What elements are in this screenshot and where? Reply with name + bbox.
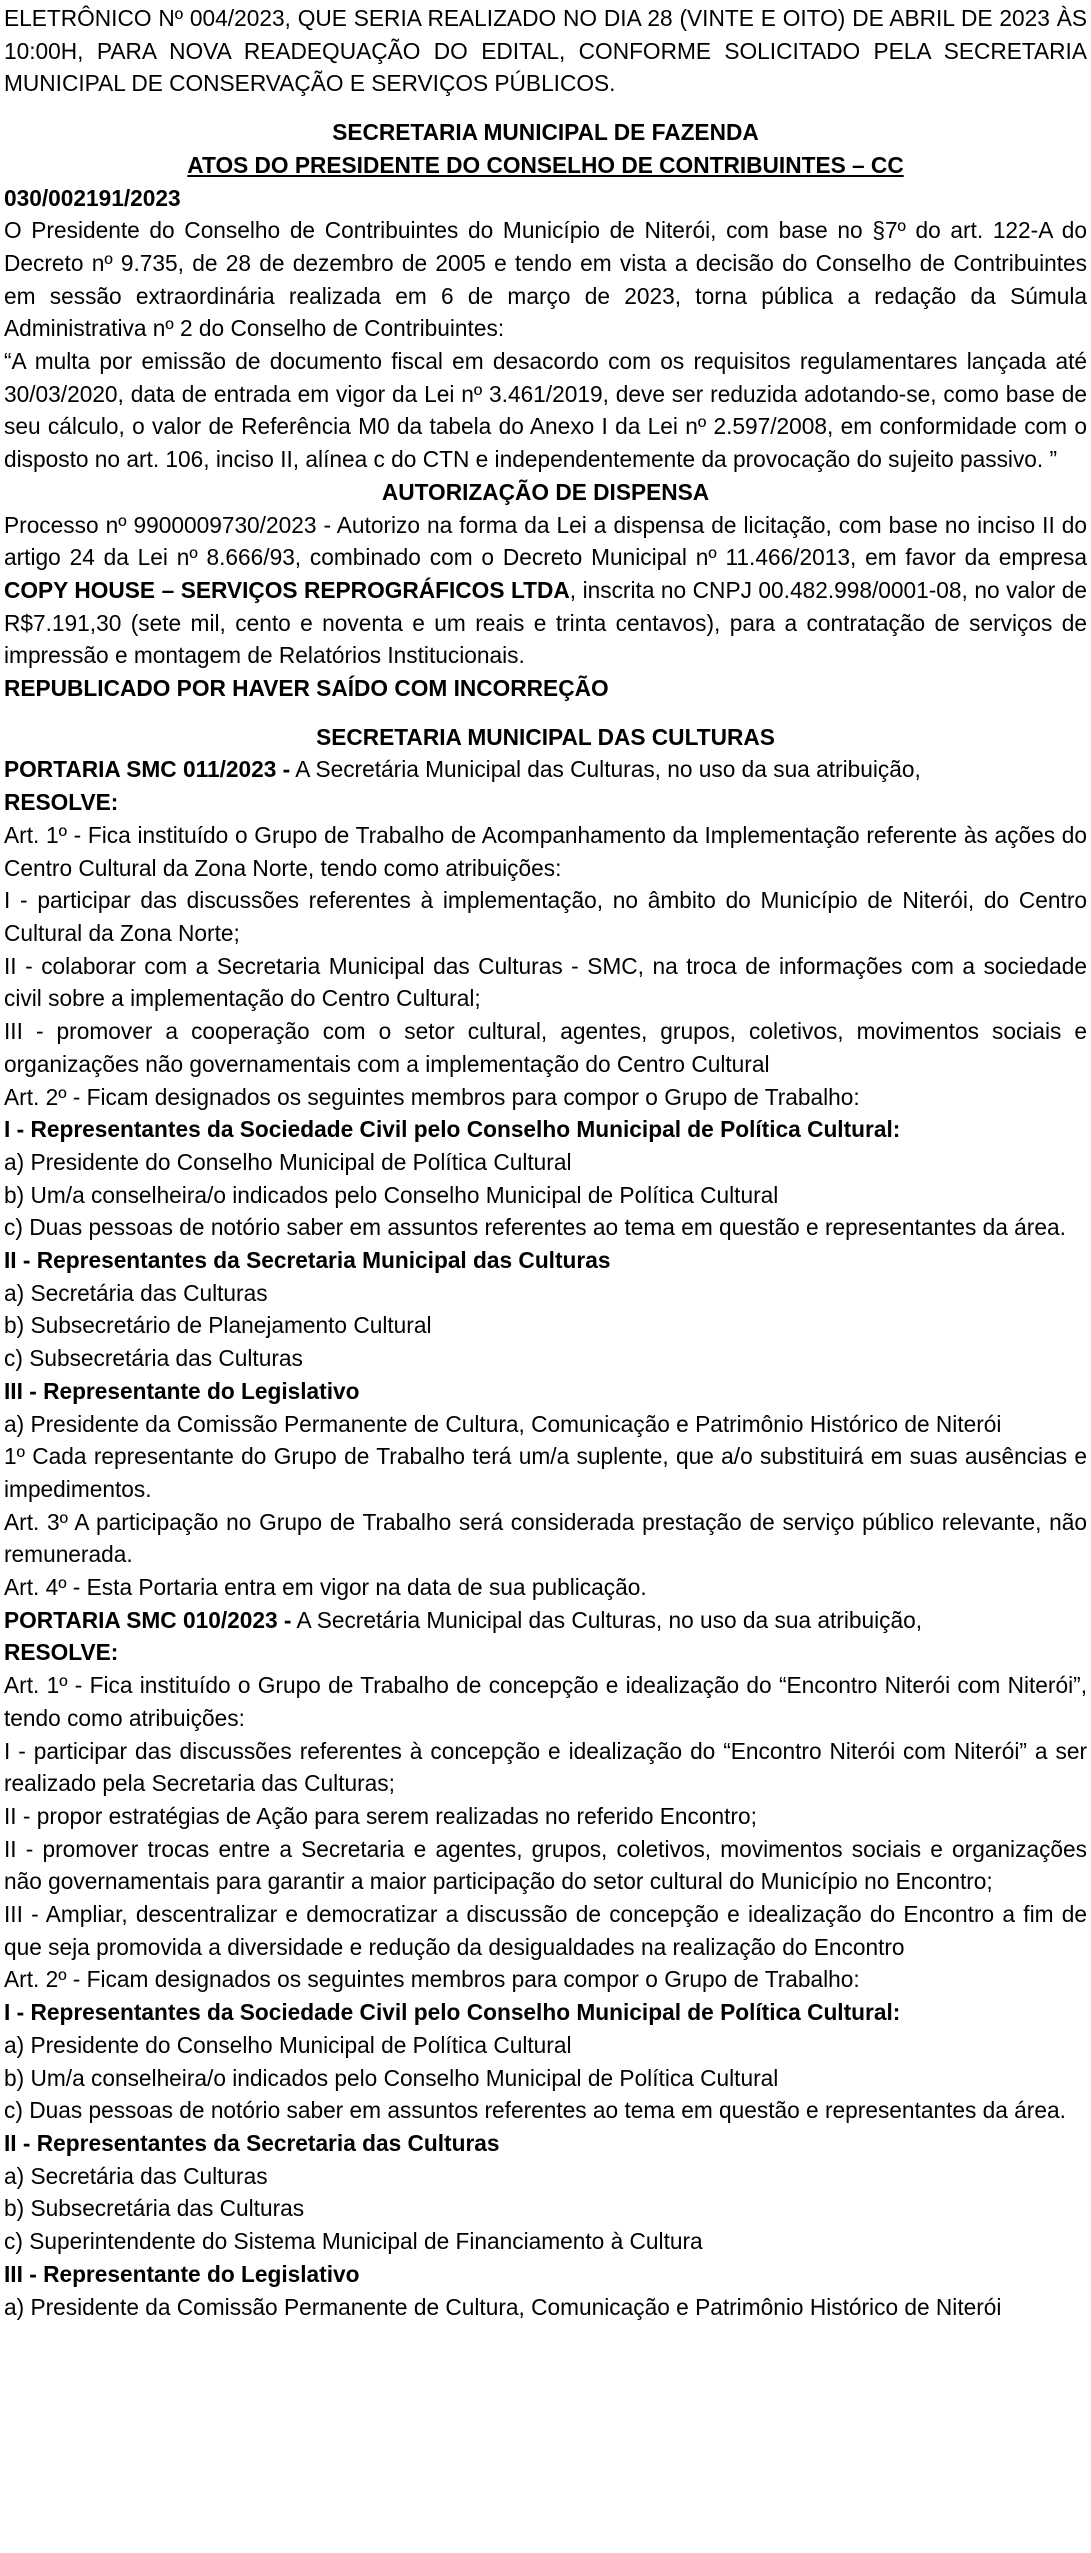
portaria-011-intro (4, 753, 1087, 786)
portaria-011-group3-a: a) Presidente da Comissão Permanente de Cultura, Comunicação e Patrimônio Histórico de Niterói (4, 1410, 1002, 1437)
portaria-011-group2-a: a) Secretária das Culturas (4, 1279, 268, 1306)
portaria-011-paragraph-1: 1º Cada representante do Grupo de Trabalho terá um/a suplente, que a/o substituirá em suas ausências e impedimentos. (4, 1443, 1087, 1502)
dispensa-heading: AUTORIZAÇÃO DE DISPENSA (381, 478, 710, 505)
portaria-010-group1-c: c) Duas pessoas de notório saber em assuntos referentes ao tema em questão e representantes da área. (4, 2097, 1066, 2124)
portaria-010-group2-c: c) Superintendente do Sistema Municipal de Financiamento à Cultura (4, 2228, 703, 2255)
conselho-body-paragraph: O Presidente do Conselho de Contribuintes do Município de Niterói, com base no §7º do art. 122-A do Decreto nº 9.735, de 28 de dezembro de 2005 e tendo em vista a decisão do Conselho de Contribuintes em sessão extraordinária realizada em 6 de março de 2023, torna pública a redação da Súmula Administrativa nº 2 do Conselho de Contribuintes: (4, 217, 1087, 342)
portaria-011-group2-c: c) Subsecretária das Culturas (4, 1345, 303, 1372)
portaria-011-group2-b: b) Subsecretário de Planejamento Cultural (4, 1312, 432, 1339)
portaria-011-art2: Art. 2º - Ficam designados os seguintes membros para compor o Grupo de Trabalho: (4, 1083, 860, 1110)
portaria-010-intro-text: A Secretária Municipal das Culturas, no uso da sua atribuição, (291, 1606, 923, 1633)
dispensa-text-after: , inscrita no CNPJ 00.482.998/0001-08, no valor de R$7.191,30 (sete mil, cento e noventa e um reais e trinta centavos), para a contratação de serviços de impressão e montagem de Relatórios Institucionais. (4, 576, 1087, 669)
portaria-010-group2-title: II - Representantes da Secretaria das Culturas (4, 2130, 500, 2156)
portaria-010-art2: Art. 2º - Ficam designados os seguintes membros para compor o Grupo de Trabalho: (4, 1966, 860, 1993)
portaria-010-item-i: I - participar das discussões referentes à concepção e idealização do “Encontro Niterói com Niterói” a ser realizado pela Secretaria das Culturas; (4, 1737, 1087, 1797)
portaria-010-group1-a: a) Presidente do Conselho Municipal de Política Cultural (4, 2031, 572, 2058)
portaria-010-group3-title: III - Representante do Legislativo (4, 2260, 360, 2287)
section-gap (4, 705, 1087, 721)
section-heading-fazenda: SECRETARIA MUNICIPAL DE FAZENDA (332, 119, 759, 146)
portaria-011-art4: Art. 4º - Esta Portaria entra em vigor na data de sua publicação. (4, 1574, 647, 1601)
portaria-010-resolve: RESOLVE: (4, 1639, 119, 1666)
portaria-011-art1: Art. 1º - Fica instituído o Grupo de Trabalho de Acompanhamento da Implementação referente às ações do Centro Cultural da Zona Norte, tendo como atribuições: (4, 821, 1087, 881)
section-gap (4, 100, 1087, 116)
continuation-paragraph: ELETRÔNICO Nº 004/2023, QUE SERIA REALIZADO NO DIA 28 (VINTE E OITO) DE ABRIL DE 2023 ÀS 10:00H, PARA NOVA READEQUAÇÃO DO EDITAL, CONFORME SOLICITADO PELA SECRETARIA MUNICIPAL DE CONSERVAÇÃO E SERVIÇOS PÚBLICOS. (4, 5, 1087, 97)
portaria-011-group3-title: III - Representante do Legislativo (4, 1377, 360, 1404)
portaria-011-item-iii: III - promover a cooperação com o setor cultural, agentes, grupos, coletivos, movimentos sociais e organizações não governamentais com a implementação do Centro Cultural (4, 1018, 1087, 1077)
portaria-011-group2-title: II - Representantes da Secretaria Municipal das Culturas (4, 1247, 611, 1274)
portaria-011-group1-b: b) Um/a conselheira/o indicados pelo Conselho Municipal de Política Cultural (4, 1181, 779, 1208)
portaria-010-intro (4, 1604, 1087, 1637)
portaria-010-item-iii: III - Ampliar, descentralizar e democratizar a discussão de concepção e idealização do Encontro a fim de que seja promovida a diversidade e redução da desigualdades na realização do Encontro (4, 1901, 1087, 1960)
portaria-011-group1-title: I - Representantes da Sociedade Civil pelo Conselho Municipal de Política Cultural: (4, 1116, 901, 1143)
portaria-010-item-ii-b: II - promover trocas entre a Secretaria e agentes, grupos, coletivos, movimentos sociais e organizações não governamentais para garantir a maior participação do setor cultural do Município no Encontro; (4, 1835, 1087, 1895)
portaria-010-group1-title: I - Representantes da Sociedade Civil pelo Conselho Municipal de Política Cultural: (4, 1999, 901, 2026)
portaria-010-group3-a: a) Presidente da Comissão Permanente de Cultura, Comunicação e Patrimônio Histórico de Niterói (4, 2293, 1002, 2320)
portaria-011-art3: Art. 3º A participação no Grupo de Trabalho será considerada prestação de serviço público relevante, não remunerada. (4, 1508, 1087, 1568)
portaria-011-group1-a: a) Presidente do Conselho Municipal de Política Cultural (4, 1148, 572, 1175)
portaria-011-item-ii: II - colaborar com a Secretaria Municipal das Culturas - SMC, na troca de informações com a sociedade civil sobre a implementação do Centro Cultural; (4, 952, 1087, 1012)
portaria-011-resolve: RESOLVE: (4, 789, 119, 816)
section-subheading-conselho: ATOS DO PRESIDENTE DO CONSELHO DE CONTRIBUINTES – CC (187, 151, 904, 178)
portaria-011-number: PORTARIA SMC 011/2023 - (4, 756, 291, 783)
portaria-011-group1-c: c) Duas pessoas de notório saber em assuntos referentes ao tema em questão e representantes da área. (4, 1214, 1066, 1241)
dispensa-company-name: COPY HOUSE – SERVIÇOS REPROGRÁFICOS LTDA (4, 576, 570, 603)
portaria-011-intro-text: A Secretária Municipal das Culturas, no uso da sua atribuição, (290, 756, 921, 783)
portaria-010-number: PORTARIA SMC 010/2023 - (4, 1606, 292, 1633)
portaria-010-group2-b: b) Subsecretária das Culturas (4, 2195, 305, 2222)
process-number: 030/002191/2023 (4, 184, 181, 211)
portaria-010-art1: Art. 1º - Fica instituído o Grupo de Trabalho de concepção e idealização do “Encontro Niterói com Niterói”, tendo como atribuições: (4, 1672, 1087, 1731)
portaria-010-group2-a: a) Secretária das Culturas (4, 2162, 268, 2189)
portaria-010-group1-b: b) Um/a conselheira/o indicados pelo Conselho Municipal de Política Cultural (4, 2064, 779, 2091)
portaria-010-item-ii-a: II - propor estratégias de Ação para serem realizadas no referido Encontro; (4, 1802, 757, 1829)
portaria-011-item-i: I - participar das discussões referentes à implementação, no âmbito do Município de Niterói, do Centro Cultural da Zona Norte; (4, 887, 1087, 946)
republicado-notice: REPUBLICADO POR HAVER SAÍDO COM INCORREÇÃO (4, 675, 609, 702)
sumula-quote-paragraph: “A multa por emissão de documento fiscal em desacordo com os requisitos regulamentares lançada até 30/03/2020, data de entrada em vigor da Lei nº 3.461/2019, deve ser reduzida adotando-se, como base de seu cálculo, o valor de Referência M0 da tabela do Anexo I da Lei nº 2.597/2008, em conformidade com o disposto no art. 106, inciso II, alínea c do CTN e independentemente da provocação do sujeito passivo. ” (4, 348, 1087, 473)
section-heading-culturas: SECRETARIA MUNICIPAL DAS CULTURAS (316, 723, 775, 750)
dispensa-paragraph (4, 509, 1087, 673)
dispensa-text-before: Processo nº 9900009730/2023 - Autorizo na forma da Lei a dispensa de licitação, com base no inciso II do artigo 24 da Lei nº 8.666/93, combinado com o Decreto Municipal nº 11.466/2013, em favor da empresa (4, 511, 1087, 571)
